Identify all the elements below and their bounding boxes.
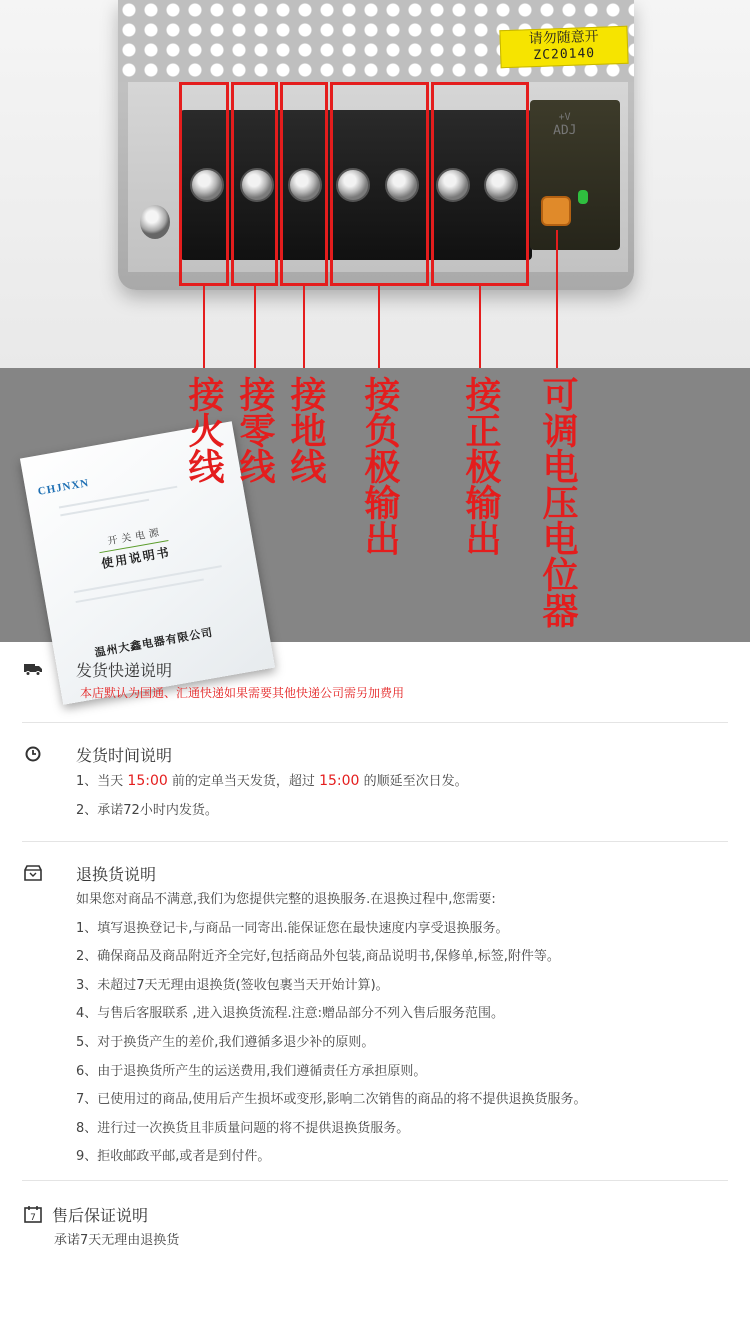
- sticker-model-text: ZC20140: [533, 45, 596, 64]
- callout-box-positive: [431, 82, 529, 286]
- manual-title: 使用说明书: [99, 540, 171, 572]
- callout-line-pot: [556, 230, 558, 368]
- policy-section: [0, 642, 750, 1256]
- after-sales-section: [22, 1181, 728, 1256]
- returns-item: 9、拒收邮政平邮,或者是到付件。: [76, 1149, 271, 1165]
- shipping-title: 发货快递说明: [76, 660, 173, 680]
- returns-item: 8、进行过一次换货且非质量问题的将不提供退换货服务。: [76, 1120, 410, 1136]
- label-band: [0, 368, 750, 660]
- after-sales-line: 承诺7天无理由退换货: [54, 1233, 180, 1248]
- ship-time-line-1: [76, 767, 728, 797]
- sticker-warning-text: 请勿随意开: [528, 28, 599, 48]
- power-led: [578, 190, 588, 204]
- returns-item: 6、由于退换货所产生的运送费用,我们遵循责任方承担原则。: [76, 1063, 427, 1079]
- returns-item: 7、已使用过的商品,使用后产生损坏或变形,影响二次销售的商品的将不提供退换货服务。: [76, 1092, 587, 1108]
- truck-icon: [22, 658, 44, 680]
- ship-time-mid: 前的定单当天发货，超过: [171, 774, 315, 789]
- returns-item: 1、填写退换登记卡,与商品一同寄出.能保证您在最快速度内享受退换服务。: [76, 920, 509, 936]
- ground-screw: [140, 205, 170, 239]
- cutoff-time: 15:00: [319, 773, 360, 789]
- cutoff-time: 15:00: [127, 773, 168, 789]
- returns-item: 2、确保商品及商品附近齐全完好,包括商品外包装,商品说明书,保修单,标签,附件等。: [76, 949, 560, 965]
- warning-sticker: [499, 26, 628, 68]
- manual-decoration: [76, 579, 204, 604]
- adj-text: ADJ: [552, 122, 577, 139]
- label-ground: 接地线: [285, 376, 326, 484]
- callout-line-live: [203, 286, 205, 368]
- ship-time-title: 发货时间说明: [76, 745, 173, 765]
- adj-marking: [553, 112, 577, 138]
- callout-box-negative: [330, 82, 429, 286]
- ship-time-section: [22, 723, 728, 841]
- label-neutral: 接零线: [234, 376, 275, 484]
- label-live: 接火线: [183, 376, 224, 484]
- returns-section: [22, 842, 728, 1180]
- callout-line-neutral: [254, 286, 256, 368]
- product-photo: [0, 0, 750, 368]
- svg-text:7: 7: [30, 1213, 36, 1223]
- calendar-7-icon: [22, 1203, 44, 1225]
- return-box-icon: [22, 862, 44, 884]
- adj-v-text: +V: [558, 111, 571, 124]
- manual-decoration: [60, 499, 149, 517]
- callout-line-positive: [479, 286, 481, 368]
- after-sales-title: 售后保证说明: [52, 1205, 149, 1225]
- callout-box-ground: [280, 82, 328, 286]
- returns-item: 5、对于换货产生的差价,我们遵循多退少补的原则。: [76, 1034, 375, 1050]
- returns-item: 3、未超过7天无理由退换货(签收包裹当天开始计算)。: [76, 977, 389, 993]
- callout-box-neutral: [231, 82, 278, 286]
- shipping-section: [22, 642, 728, 722]
- returns-item: 4、与售后客服联系 ,进入退换货流程.注意:赠品部分不列入售后服务范围。: [76, 1006, 505, 1022]
- returns-intro: 如果您对商品不满意,我们为您提供完整的退换服务.在退换过程中,您需要:: [76, 892, 496, 907]
- ship-time-line-2: 2、承诺72小时内发货。: [76, 802, 218, 818]
- ship-time-post: 的顺延至次日发。: [363, 774, 468, 789]
- clock-icon: [22, 743, 44, 765]
- potentiometer: [541, 196, 571, 226]
- label-positive: 接正极输出: [460, 376, 501, 556]
- manual-company: 温州大鑫电器有限公司: [93, 625, 215, 660]
- label-pot: 可调电压电位器: [537, 376, 578, 628]
- callout-line-negative: [378, 286, 380, 368]
- returns-title: 退换货说明: [76, 864, 157, 884]
- callout-line-ground: [303, 286, 305, 368]
- shipping-note: 本店默认为国通、汇通快递如果需要其他快递公司需另加费用: [80, 686, 405, 700]
- ship-time-pre: 1、当天: [76, 774, 124, 789]
- manual-brand: CHJNXN: [36, 477, 91, 498]
- manual-type: 开关电源: [106, 526, 164, 548]
- callout-box-live: [179, 82, 229, 286]
- label-negative: 接负极输出: [359, 376, 400, 556]
